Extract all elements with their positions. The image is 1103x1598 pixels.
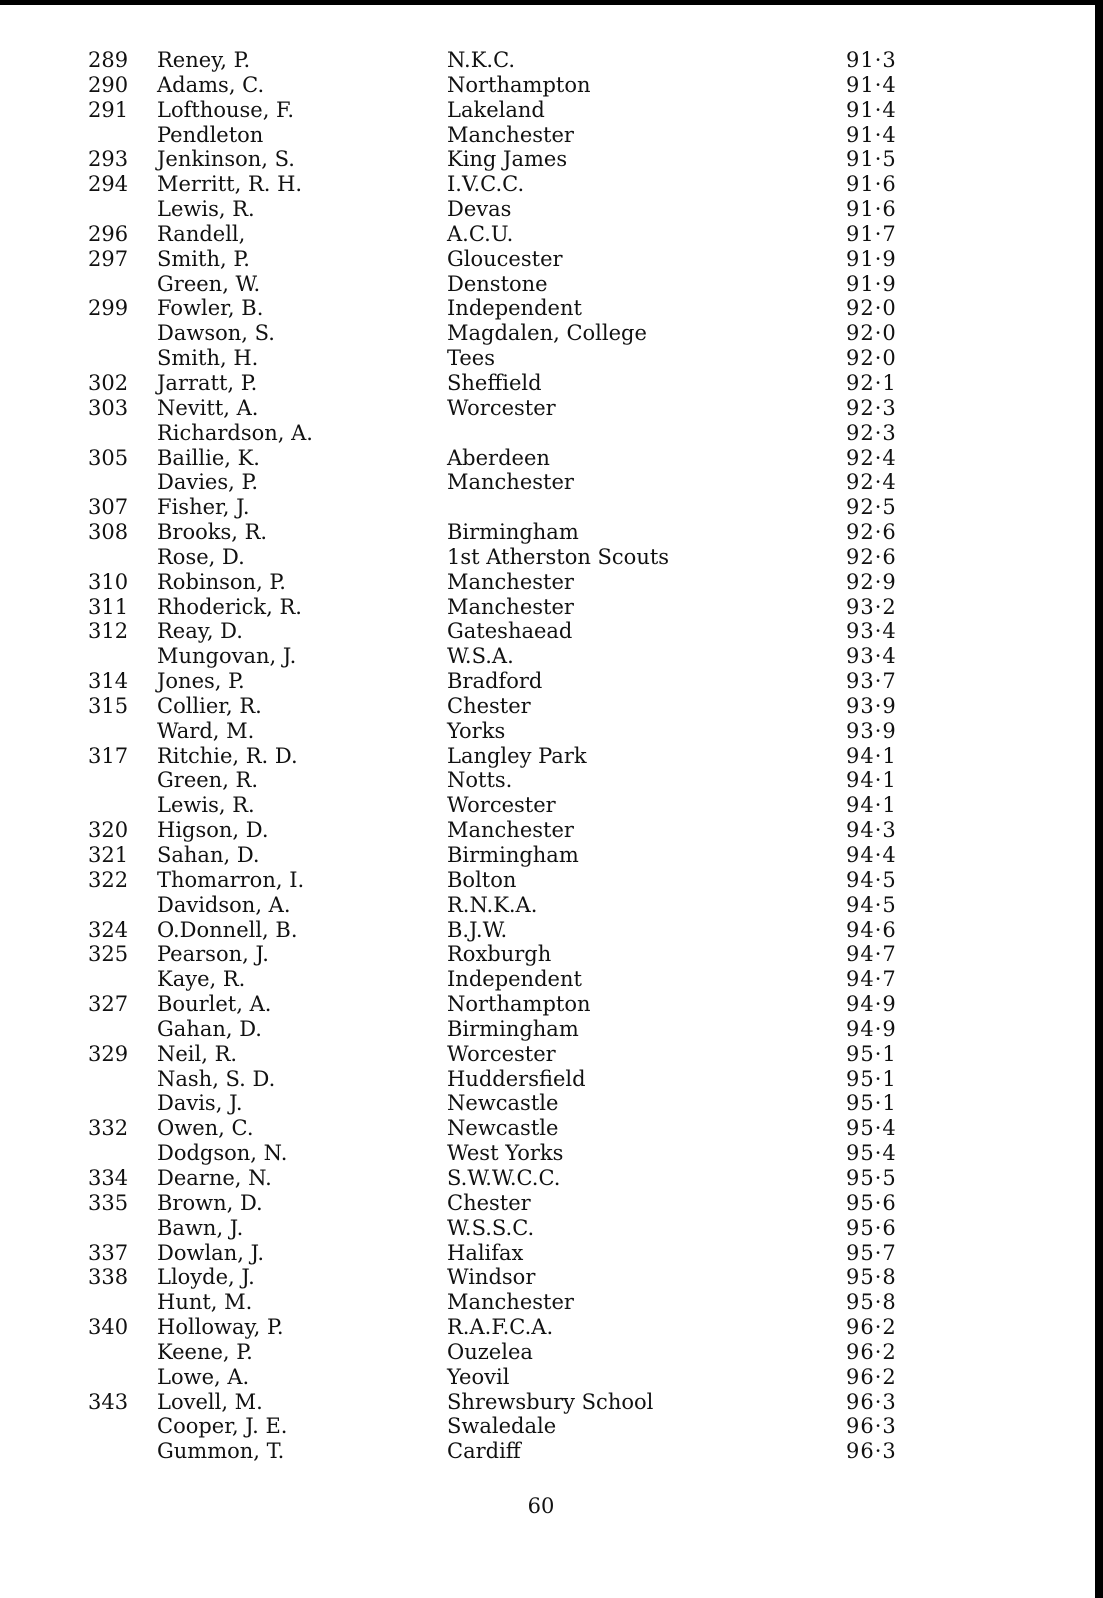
time-cell: 92·5: [846, 495, 897, 520]
time-cell: 94·1: [846, 768, 897, 793]
club-cell: Huddersfield: [447, 1066, 586, 1091]
time-cell: 93·9: [846, 693, 897, 718]
name-cell: Neil, R.: [157, 1041, 238, 1066]
time-cell: 94·1: [846, 793, 897, 818]
position-cell: 338: [88, 1265, 129, 1290]
time-cell: 96·3: [846, 1414, 897, 1439]
time-cell: 91·4: [846, 72, 897, 97]
club-cell: Birmingham: [447, 520, 579, 545]
position-cell: 297: [88, 246, 129, 271]
time-cell: 95·6: [846, 1190, 897, 1215]
club-cell: Yeovil: [447, 1364, 510, 1389]
name-cell: O.Donnell, B.: [157, 917, 298, 942]
club-cell: Ouzelea: [447, 1339, 533, 1364]
name-cell: Collier, R.: [157, 693, 262, 718]
time-cell: 92·1: [846, 370, 897, 395]
name-cell: Dearne, N.: [157, 1165, 272, 1190]
name-cell: Green, R.: [157, 768, 259, 793]
club-cell: W.S.A.: [447, 644, 514, 669]
time-cell: 96·3: [846, 1439, 897, 1464]
club-cell: Aberdeen: [447, 445, 550, 470]
club-cell: R.A.F.C.A.: [447, 1315, 554, 1340]
time-cell: 91·5: [846, 147, 897, 172]
time-cell: 94·9: [846, 1016, 897, 1041]
name-cell: Thomarron, I.: [157, 867, 305, 892]
time-cell: 94·1: [846, 743, 897, 768]
time-cell: 95·4: [846, 1116, 897, 1141]
position-cell: 307: [88, 495, 129, 520]
name-cell: Brooks, R.: [157, 520, 268, 545]
time-cell: 92·0: [846, 296, 897, 321]
time-cell: 95·1: [846, 1066, 897, 1091]
name-cell: Davies, P.: [157, 470, 259, 495]
time-cell: 94·5: [846, 867, 897, 892]
time-cell: 93·4: [846, 644, 897, 669]
club-cell: Chester: [447, 693, 531, 718]
time-cell: 94·3: [846, 818, 897, 843]
name-cell: Robinson, P.: [157, 569, 286, 594]
name-cell: Davis, J.: [157, 1091, 243, 1116]
name-cell: Baillie, K.: [157, 445, 260, 470]
time-cell: 92·4: [846, 470, 897, 495]
name-cell: Hunt, M.: [157, 1290, 253, 1315]
time-cell: 94·6: [846, 917, 897, 942]
time-cell: 91·6: [846, 197, 897, 222]
time-cell: 95·4: [846, 1141, 897, 1166]
time-cell: 96·3: [846, 1389, 897, 1414]
time-cell: 95·6: [846, 1215, 897, 1240]
name-cell: Lowe, A.: [157, 1364, 250, 1389]
time-cell: 91·7: [846, 221, 897, 246]
name-cell: Smith, P.: [157, 246, 250, 271]
name-cell: Jenkinson, S.: [157, 147, 295, 172]
name-cell: Gummon, T.: [157, 1439, 285, 1464]
name-cell: Higson, D.: [157, 818, 269, 843]
time-cell: 91·4: [846, 97, 897, 122]
time-cell: 92·0: [846, 321, 897, 346]
name-cell: Nash, S. D.: [157, 1066, 276, 1091]
name-cell: Reay, D.: [157, 619, 243, 644]
name-cell: Mungovan, J.: [157, 644, 297, 669]
time-cell: 94·9: [846, 992, 897, 1017]
position-cell: 340: [88, 1315, 129, 1340]
name-cell: Brown, D.: [157, 1190, 263, 1215]
club-cell: Independent: [447, 967, 582, 992]
position-cell: 337: [88, 1240, 129, 1265]
time-cell: 93·7: [846, 669, 897, 694]
page-number: 60: [527, 1494, 555, 1518]
club-cell: Lakeland: [447, 97, 545, 122]
club-cell: S.W.W.C.C.: [447, 1165, 561, 1190]
time-cell: 96·2: [846, 1315, 897, 1340]
position-cell: 294: [88, 172, 129, 197]
club-cell: Denstone: [447, 271, 548, 296]
time-cell: 93·4: [846, 619, 897, 644]
club-cell: Manchester: [447, 470, 574, 495]
club-cell: Manchester: [447, 818, 574, 843]
position-cell: 320: [88, 818, 129, 843]
position-cell: 334: [88, 1165, 129, 1190]
club-cell: Halifax: [447, 1240, 524, 1265]
position-cell: 329: [88, 1041, 129, 1066]
name-cell: Lewis, R.: [157, 197, 255, 222]
time-cell: 95·1: [846, 1041, 897, 1066]
time-cell: 96·2: [846, 1339, 897, 1364]
time-cell: 94·7: [846, 967, 897, 992]
club-cell: Manchester: [447, 594, 574, 619]
name-cell: Merritt, R. H.: [157, 172, 303, 197]
club-cell: Northampton: [447, 72, 591, 97]
club-cell: Gloucester: [447, 246, 563, 271]
name-cell: Jones, P.: [157, 669, 245, 694]
club-cell: Independent: [447, 296, 582, 321]
name-cell: Cooper, J. E.: [157, 1414, 288, 1439]
time-cell: 91·3: [846, 48, 897, 72]
position-cell: 322: [88, 867, 129, 892]
time-cell: 93·9: [846, 718, 897, 743]
time-cell: 91·9: [846, 246, 897, 271]
name-cell: Smith, H.: [157, 346, 259, 371]
position-cell: 327: [88, 992, 129, 1017]
name-cell: Green, W.: [157, 271, 261, 296]
name-cell: Kaye, R.: [157, 967, 246, 992]
time-cell: 92·3: [846, 395, 897, 420]
club-cell: Sheffield: [447, 370, 542, 395]
name-cell: Holloway, P.: [157, 1315, 284, 1340]
position-cell: 305: [88, 445, 129, 470]
time-cell: 92·3: [846, 420, 897, 445]
position-cell: 293: [88, 147, 129, 172]
name-cell: Dawson, S.: [157, 321, 275, 346]
name-cell: Pearson, J.: [157, 942, 269, 967]
time-cell: 94·5: [846, 892, 897, 917]
position-cell: 314: [88, 669, 129, 694]
time-cell: 91·6: [846, 172, 897, 197]
time-cell: 95·8: [846, 1290, 897, 1315]
club-cell: N.K.C.: [447, 48, 516, 72]
club-cell: Cardiff: [447, 1439, 521, 1464]
club-cell: Manchester: [447, 1290, 574, 1315]
name-cell: Ward, M.: [157, 718, 255, 743]
club-cell: Worcester: [447, 395, 556, 420]
name-cell: Fowler, B.: [157, 296, 264, 321]
time-cell: 95·8: [846, 1265, 897, 1290]
time-cell: 92·9: [846, 569, 897, 594]
time-cell: 91·9: [846, 271, 897, 296]
position-cell: 315: [88, 693, 129, 718]
club-cell: Swaledale: [447, 1414, 557, 1439]
club-cell: Notts.: [447, 768, 513, 793]
position-cell: 302: [88, 370, 129, 395]
name-cell: Rhoderick, R.: [157, 594, 302, 619]
position-cell: 324: [88, 917, 129, 942]
club-cell: Newcastle: [447, 1116, 559, 1141]
club-cell: Langley Park: [447, 743, 587, 768]
club-cell: West Yorks: [447, 1141, 564, 1166]
time-cell: 95·7: [846, 1240, 897, 1265]
club-cell: Worcester: [447, 793, 556, 818]
club-cell: A.C.U.: [447, 221, 514, 246]
position-cell: 291: [88, 97, 129, 122]
name-cell: Keene, P.: [157, 1339, 253, 1364]
club-cell: Gateshaead: [447, 619, 573, 644]
position-cell: 303: [88, 395, 129, 420]
club-cell: Birmingham: [447, 1016, 579, 1041]
time-cell: 95·1: [846, 1091, 897, 1116]
club-cell: Manchester: [447, 122, 574, 147]
name-cell: Bawn, J.: [157, 1215, 244, 1240]
position-cell: 299: [88, 296, 129, 321]
position-cell: 312: [88, 619, 129, 644]
time-cell: 94·4: [846, 843, 897, 867]
club-cell: Windsor: [447, 1265, 536, 1290]
club-cell: Magdalen, College: [447, 321, 647, 346]
time-cell: 96·2: [846, 1364, 897, 1389]
club-cell: Chester: [447, 1190, 531, 1215]
club-cell: Roxburgh: [447, 942, 552, 967]
name-cell: Rose, D.: [157, 544, 245, 569]
time-cell: 92·4: [846, 445, 897, 470]
name-cell: Nevitt, A.: [157, 395, 259, 420]
time-cell: 91·4: [846, 122, 897, 147]
name-cell: Reney, P.: [157, 48, 251, 72]
name-cell: Bourlet, A.: [157, 992, 272, 1017]
name-cell: Dowlan, J.: [157, 1240, 265, 1265]
time-cell: 92·6: [846, 544, 897, 569]
club-cell: Shrewsbury School: [447, 1389, 654, 1414]
club-cell: Yorks: [447, 718, 506, 743]
name-cell: Fisher, J.: [157, 495, 250, 520]
position-cell: 311: [88, 594, 129, 619]
club-cell: Worcester: [447, 1041, 556, 1066]
club-cell: Newcastle: [447, 1091, 559, 1116]
time-cell: 93·2: [846, 594, 897, 619]
name-cell: Gahan, D.: [157, 1016, 262, 1041]
club-cell: W.S.S.C.: [447, 1215, 535, 1240]
time-cell: 92·0: [846, 346, 897, 371]
club-cell: King James: [447, 147, 568, 172]
name-cell: Lewis, R.: [157, 793, 255, 818]
name-cell: Randell,: [157, 221, 246, 246]
name-cell: Owen, C.: [157, 1116, 254, 1141]
name-cell: Adams, C.: [157, 72, 265, 97]
name-cell: Lovell, M.: [157, 1389, 263, 1414]
club-cell: B.J.W.: [447, 917, 508, 942]
club-cell: R.N.K.A.: [447, 892, 538, 917]
position-cell: 310: [88, 569, 129, 594]
name-cell: Sahan, D.: [157, 843, 260, 867]
name-cell: Dodgson, N.: [157, 1141, 288, 1166]
position-cell: 332: [88, 1116, 129, 1141]
position-cell: 321: [88, 843, 129, 867]
name-cell: Pendleton: [157, 122, 264, 147]
position-cell: 296: [88, 221, 129, 246]
club-cell: Northampton: [447, 992, 591, 1017]
name-cell: Lofthouse, F.: [157, 97, 295, 122]
club-cell: Bolton: [447, 867, 517, 892]
time-cell: 95·5: [846, 1165, 897, 1190]
position-cell: 308: [88, 520, 129, 545]
club-cell: Devas: [447, 197, 512, 222]
club-cell: Tees: [447, 346, 496, 371]
name-cell: Richardson, A.: [157, 420, 313, 445]
club-cell: 1st Atherston Scouts: [447, 544, 670, 569]
time-cell: 94·7: [846, 942, 897, 967]
name-cell: Lloyde, J.: [157, 1265, 255, 1290]
scan-top-edge: [0, 0, 1103, 5]
position-cell: 335: [88, 1190, 129, 1215]
club-cell: Bradford: [447, 669, 543, 694]
position-cell: 325: [88, 942, 129, 967]
club-cell: Manchester: [447, 569, 574, 594]
name-cell: Ritchie, R. D.: [157, 743, 298, 768]
position-cell: 290: [88, 72, 129, 97]
club-cell: I.V.C.C.: [447, 172, 525, 197]
position-cell: 317: [88, 743, 129, 768]
position-cell: 289: [88, 48, 129, 72]
club-cell: Birmingham: [447, 843, 579, 867]
time-cell: 92·6: [846, 520, 897, 545]
name-cell: Jarratt, P.: [157, 370, 258, 395]
position-cell: 343: [88, 1389, 129, 1414]
scan-right-edge: [1095, 0, 1103, 1598]
name-cell: Davidson, A.: [157, 892, 291, 917]
